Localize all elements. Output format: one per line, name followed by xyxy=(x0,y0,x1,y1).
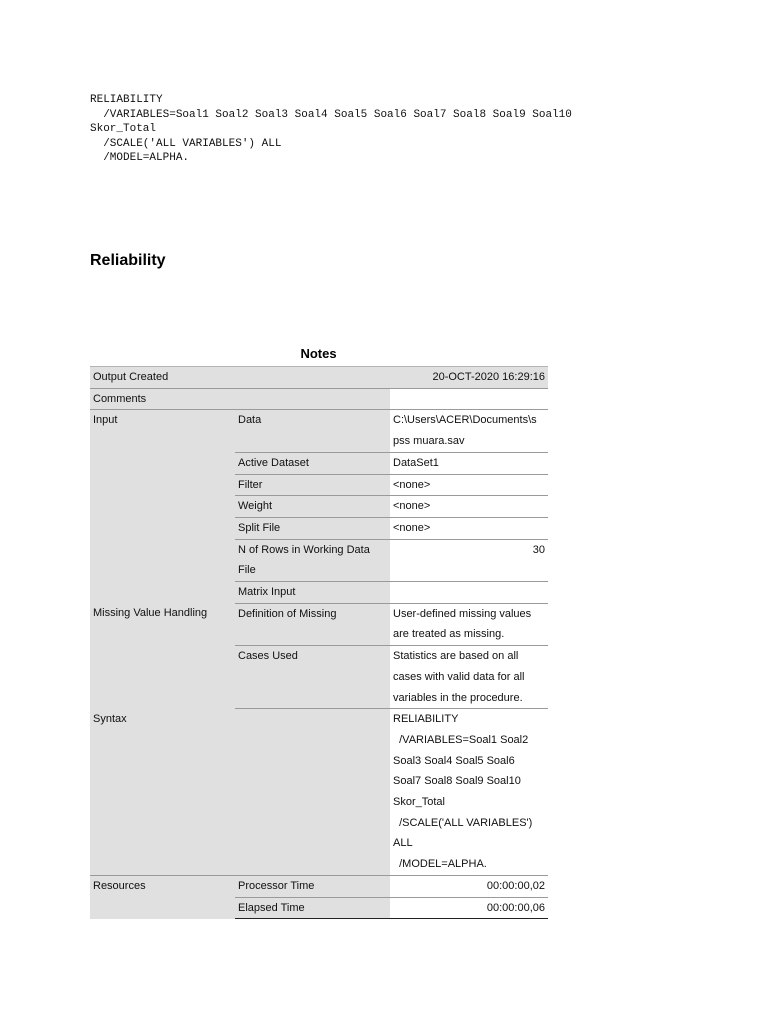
cell-syntax xyxy=(390,709,548,876)
syntax-line: /VARIABLES=Soal1 Soal2 Soal3 Soal4 Soal5 Soal6 Soal7 Soal8 Soal9 Soal10 xyxy=(90,108,572,121)
table-row-syntax xyxy=(90,709,548,876)
sub-label: N of Rows in Working Data File xyxy=(235,539,390,581)
row-label: Missing Value Handling xyxy=(90,603,235,709)
syntax-cell-line: Soal3 Soal4 Soal5 Soal6 xyxy=(393,754,515,767)
sub-label: Definition of Missing xyxy=(235,603,390,645)
row-label: Comments xyxy=(90,388,390,410)
table-row-processor-time xyxy=(90,875,548,897)
cell-value: <none> xyxy=(390,496,548,518)
syntax-line: /MODEL=ALPHA. xyxy=(90,152,190,164)
cell-value: <none> xyxy=(390,474,548,496)
cell-value: 00:00:00,02 xyxy=(390,875,548,897)
cell-value: C:\Users\ACER\Documents\s pss muara.sav xyxy=(390,410,548,452)
table-row-comments xyxy=(90,388,548,410)
syntax-cell-line: Soal7 Soal8 Soal9 Soal10 xyxy=(393,775,521,788)
sub-label: Cases Used xyxy=(235,646,390,709)
syntax-cell-line: ALL xyxy=(393,837,413,850)
notes-table-title: Notes xyxy=(300,346,337,361)
sub-label: Active Dataset xyxy=(235,452,390,474)
notes-table xyxy=(90,366,548,919)
syntax-cell-line: RELIABILITY xyxy=(393,713,459,726)
sub-label: Weight xyxy=(235,496,390,518)
syntax-block xyxy=(90,93,572,166)
syntax-cell-line: /SCALE('ALL VARIABLES') xyxy=(393,816,533,829)
sub-label: Elapsed Time xyxy=(235,897,390,919)
syntax-line: RELIABILITY xyxy=(90,94,163,106)
row-label: Syntax xyxy=(90,709,390,876)
table-row-input-data xyxy=(90,410,548,452)
sub-label: Filter xyxy=(235,474,390,496)
syntax-cell-line: Skor_Total xyxy=(393,796,445,809)
cell-value: 00:00:00,06 xyxy=(390,897,548,919)
sub-label: Data xyxy=(235,410,390,452)
syntax-line: Skor_Total xyxy=(90,123,157,135)
cell-value: Statistics are based on all cases with valid data for all variables in the procedure. xyxy=(390,646,548,709)
cell-value: 20-OCT-2020 16:29:16 xyxy=(390,367,548,389)
cell-value: User-defined missing values are treated as missing. xyxy=(390,603,548,645)
sub-label: Processor Time xyxy=(235,875,390,897)
sub-label: Matrix Input xyxy=(235,582,390,604)
row-label: Output Created xyxy=(90,367,390,389)
cell-value: <none> xyxy=(390,517,548,539)
cell-value: DataSet1 xyxy=(390,452,548,474)
table-row-output-created xyxy=(90,367,548,389)
table-row-definition-of-missing xyxy=(90,603,548,645)
row-label: Input xyxy=(90,410,235,603)
cell-value: 30 xyxy=(390,539,548,581)
syntax-cell-line: /VARIABLES=Soal1 Soal2 xyxy=(393,733,529,746)
cell-value xyxy=(390,582,548,604)
syntax-cell-line: /MODEL=ALPHA. xyxy=(393,858,487,871)
sub-label: Split File xyxy=(235,517,390,539)
row-label: Resources xyxy=(90,875,235,918)
syntax-line: /SCALE('ALL VARIABLES') ALL xyxy=(90,137,282,150)
cell-value xyxy=(390,388,548,410)
section-heading: Reliability xyxy=(90,252,166,269)
